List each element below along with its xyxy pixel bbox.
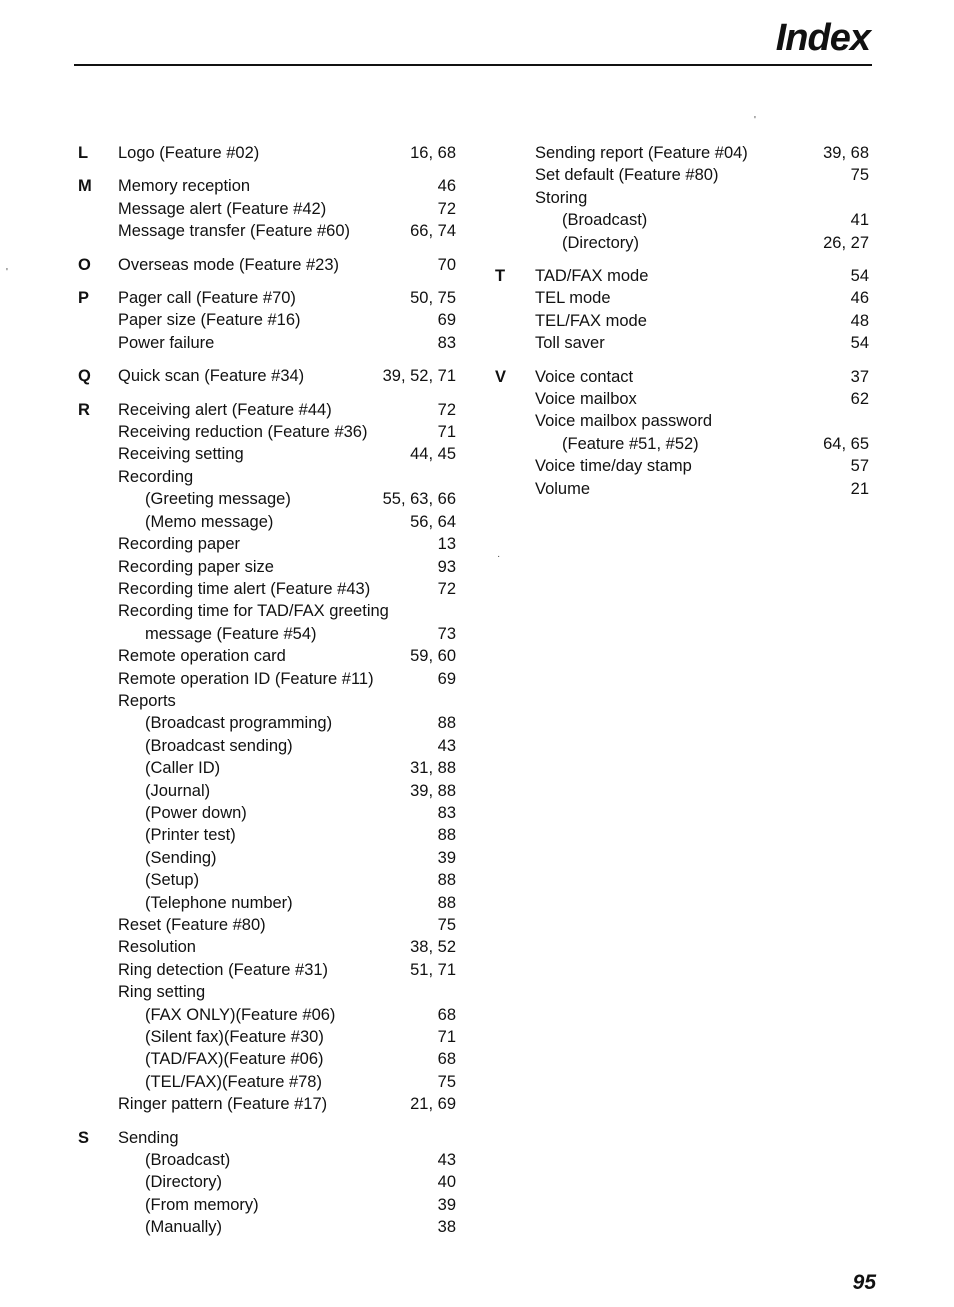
entry-pages: 75 xyxy=(437,916,456,934)
entry-pages: 46 xyxy=(437,177,456,196)
entry-pages: 88 xyxy=(437,826,456,845)
entry-term: (Greeting message) xyxy=(145,490,291,509)
entry-pages: 69 xyxy=(437,669,456,688)
index-entry xyxy=(118,365,456,387)
entry-term: (Memo message) xyxy=(145,512,274,531)
index-entry xyxy=(535,455,869,477)
entry-pages: 72 xyxy=(437,579,456,598)
section-letter xyxy=(495,142,535,254)
section-letter: M xyxy=(78,177,92,196)
index-entry xyxy=(118,1194,456,1216)
entry-list xyxy=(118,365,456,387)
entry-term: Toll saver xyxy=(535,334,605,353)
entry-term: Voice mailbox password xyxy=(535,412,713,431)
index-entry xyxy=(118,1048,456,1070)
index-entry xyxy=(118,1004,456,1026)
scan-speck: ' xyxy=(754,115,756,126)
index-entry xyxy=(118,600,456,622)
entry-pages: 38, 52 xyxy=(410,938,456,957)
index-section xyxy=(78,254,456,276)
entry-pages: 88 xyxy=(437,871,456,890)
index-entry xyxy=(118,466,456,488)
index-column-right xyxy=(495,142,869,511)
entry-term: Message alert (Feature #42) xyxy=(118,199,327,218)
entry-term: message (Feature #54) xyxy=(145,624,317,643)
entry-list xyxy=(118,142,456,164)
index-entry xyxy=(118,1093,456,1115)
entry-term: (Broadcast) xyxy=(145,1151,231,1170)
entry-list xyxy=(118,287,456,354)
entry-term: Receiving reduction (Feature #36) xyxy=(118,423,368,442)
section-letter: P xyxy=(78,289,90,308)
index-column-left xyxy=(78,142,456,1250)
entry-pages: 88 xyxy=(437,714,456,733)
entry-pages: 38 xyxy=(437,1218,456,1237)
entry-pages: 75 xyxy=(437,1072,456,1091)
entry-pages: 46 xyxy=(850,289,869,308)
entry-pages: 56, 64 xyxy=(410,512,456,531)
index-entry xyxy=(118,1149,456,1171)
entry-pages: 59, 60 xyxy=(410,647,456,666)
index-section xyxy=(78,365,456,387)
index-entry xyxy=(118,847,456,869)
index-entry xyxy=(118,220,456,242)
entry-pages: 39, 88 xyxy=(410,781,456,800)
index-entry xyxy=(535,265,869,287)
index-entry xyxy=(118,780,456,802)
index-section xyxy=(78,142,456,164)
index-entry xyxy=(535,187,869,209)
entry-term: Sending report (Feature #04) xyxy=(535,144,748,162)
index-section xyxy=(495,142,869,254)
index-entry xyxy=(118,824,456,846)
entry-pages: 31, 88 xyxy=(410,759,456,778)
index-entry xyxy=(118,578,456,600)
index-entry xyxy=(118,332,456,354)
entry-pages: 48 xyxy=(850,311,869,330)
index-entry xyxy=(535,164,869,186)
entry-term: Resolution xyxy=(118,938,196,957)
entry-pages: 69 xyxy=(437,311,456,330)
entry-pages: 37 xyxy=(850,367,869,386)
entry-term: (Broadcast) xyxy=(562,211,648,230)
entry-term: (Directory) xyxy=(562,233,639,252)
index-entry xyxy=(118,690,456,712)
index-entry xyxy=(118,757,456,779)
index-entry xyxy=(118,645,456,667)
index-section xyxy=(495,265,869,355)
entry-list xyxy=(535,265,869,355)
entry-pages: 21 xyxy=(850,479,869,498)
entry-pages: 62 xyxy=(850,390,869,409)
index-entry xyxy=(535,478,869,500)
entry-term: Overseas mode (Feature #23) xyxy=(118,255,340,274)
entry-term: (Journal) xyxy=(145,781,211,800)
index-section xyxy=(78,287,456,354)
entry-pages: 21, 69 xyxy=(410,1095,456,1114)
index-section xyxy=(78,399,456,1116)
entry-term: Volume xyxy=(535,479,591,498)
entry-list xyxy=(535,366,869,500)
entry-pages: 71 xyxy=(437,423,456,442)
entry-term: Ring setting xyxy=(118,983,206,1002)
entry-term: (Manually) xyxy=(145,1218,223,1237)
entry-term: Receiving alert (Feature #44) xyxy=(118,400,332,419)
entry-pages: 39, 68 xyxy=(823,144,869,162)
entry-pages: 43 xyxy=(437,1151,456,1170)
entry-term: Paper size (Feature #16) xyxy=(118,311,301,330)
entry-pages: 41 xyxy=(850,211,869,230)
entry-term: Quick scan (Feature #34) xyxy=(118,367,305,386)
entry-term: Voice time/day stamp xyxy=(535,457,692,476)
index-entry xyxy=(118,556,456,578)
entry-pages: 16, 68 xyxy=(410,144,456,162)
entry-pages: 39, 52, 71 xyxy=(382,367,456,386)
entry-pages: 72 xyxy=(437,400,456,419)
entry-term: Pager call (Feature #70) xyxy=(118,289,296,308)
entry-pages: 70 xyxy=(437,255,456,274)
entry-pages: 44, 45 xyxy=(410,445,456,464)
index-entry xyxy=(118,1171,456,1193)
entry-pages: 88 xyxy=(437,893,456,912)
entry-pages: 39 xyxy=(437,848,456,867)
entry-pages: 68 xyxy=(437,1005,456,1024)
entry-term: Logo (Feature #02) xyxy=(118,144,260,162)
entry-pages: 51, 71 xyxy=(410,960,456,979)
entry-pages: 64, 65 xyxy=(823,434,869,453)
index-entry xyxy=(535,332,869,354)
index-entry xyxy=(118,142,456,164)
entry-pages: 83 xyxy=(437,333,456,352)
index-entry xyxy=(118,936,456,958)
index-section xyxy=(78,1127,456,1239)
index-entry xyxy=(118,533,456,555)
entry-term: (Broadcast sending) xyxy=(145,736,293,755)
section-letter: T xyxy=(495,267,506,286)
entry-term: Set default (Feature #80) xyxy=(535,166,719,185)
entry-term: (From memory) xyxy=(145,1195,259,1214)
entry-term: Recording paper xyxy=(118,535,240,554)
index-entry xyxy=(118,421,456,443)
section-letter: R xyxy=(78,400,90,419)
entry-term: Ringer pattern (Feature #17) xyxy=(118,1095,328,1114)
entry-pages: 43 xyxy=(437,736,456,755)
entry-term: (FAX ONLY)(Feature #06) xyxy=(145,1005,336,1024)
index-entry xyxy=(118,175,456,197)
index-entry xyxy=(118,869,456,891)
entry-term: TAD/FAX mode xyxy=(535,267,649,286)
scan-speck: · xyxy=(497,551,501,562)
index-entry xyxy=(118,399,456,421)
page-header xyxy=(74,16,872,66)
entry-term: (Power down) xyxy=(145,803,247,822)
entry-term: (Caller ID) xyxy=(145,759,221,778)
entry-term: (Directory) xyxy=(145,1173,222,1192)
index-entry xyxy=(118,892,456,914)
entry-term: Ring detection (Feature #31) xyxy=(118,960,329,979)
entry-term: Recording time alert (Feature #43) xyxy=(118,579,371,598)
entry-pages: 72 xyxy=(437,199,456,218)
index-entry xyxy=(118,802,456,824)
entry-pages: 57 xyxy=(850,457,869,476)
entry-term: Message transfer (Feature #60) xyxy=(118,222,351,241)
entry-term: Voice contact xyxy=(535,367,634,386)
section-letter: V xyxy=(495,367,507,386)
entry-term: Remote operation ID (Feature #11) xyxy=(118,669,374,688)
entry-term: Sending xyxy=(118,1128,179,1147)
entry-term: TEL mode xyxy=(535,289,611,308)
index-entry xyxy=(118,1071,456,1093)
entry-term: Reset (Feature #80) xyxy=(118,916,266,934)
index-entry xyxy=(118,981,456,1003)
entry-pages: 66, 74 xyxy=(410,222,456,241)
entry-pages: 93 xyxy=(437,557,456,576)
index-section xyxy=(495,366,869,500)
entry-pages: 54 xyxy=(850,334,869,353)
index-entry xyxy=(535,232,869,254)
index-entry xyxy=(118,735,456,757)
entry-pages: 75 xyxy=(850,166,869,185)
entry-pages: 26, 27 xyxy=(823,233,869,252)
section-letter: O xyxy=(78,255,91,274)
page-number: 95 xyxy=(852,1271,876,1294)
section-letter: S xyxy=(78,1128,90,1147)
entry-term: (TAD/FAX)(Feature #06) xyxy=(145,1050,324,1069)
entry-list xyxy=(118,175,456,242)
index-entry xyxy=(118,668,456,690)
index-entry xyxy=(535,366,869,388)
entry-list xyxy=(118,1127,456,1239)
index-entry xyxy=(118,309,456,331)
entry-term: (Printer test) xyxy=(145,826,236,845)
entry-pages: 73 xyxy=(437,624,456,643)
index-entry xyxy=(118,488,456,510)
entry-list xyxy=(535,142,869,254)
entry-term: Recording time for TAD/FAX greeting xyxy=(118,602,389,621)
section-letter: Q xyxy=(78,367,91,386)
index-entry xyxy=(118,623,456,645)
index-entry xyxy=(118,511,456,533)
index-entry xyxy=(535,287,869,309)
entry-pages: 54 xyxy=(850,267,869,286)
index-entry xyxy=(535,310,869,332)
section-letter: L xyxy=(78,144,89,162)
entry-pages: 50, 75 xyxy=(410,289,456,308)
index-section xyxy=(78,175,456,242)
page-title: Index xyxy=(775,17,870,59)
entry-term: Recording paper size xyxy=(118,557,274,576)
index-entry xyxy=(118,1216,456,1238)
entry-term: Memory reception xyxy=(118,177,251,196)
entry-term: (Broadcast programming) xyxy=(145,714,333,733)
index-entry xyxy=(118,1127,456,1149)
index-entry xyxy=(118,1026,456,1048)
entry-term: (Feature #51, #52) xyxy=(562,434,699,453)
entry-term: (Telephone number) xyxy=(145,893,293,912)
entry-list xyxy=(118,254,456,276)
entry-term: Storing xyxy=(535,188,588,207)
entry-term: Voice mailbox xyxy=(535,390,637,409)
entry-pages: 83 xyxy=(437,803,456,822)
entry-term: (Setup) xyxy=(145,871,200,890)
index-entry xyxy=(118,959,456,981)
index-entry xyxy=(535,142,869,164)
index-entry xyxy=(118,443,456,465)
index-entry xyxy=(535,388,869,410)
entry-term: Reports xyxy=(118,691,176,710)
entry-term: Power failure xyxy=(118,333,215,352)
index-entry xyxy=(535,410,869,432)
entry-term: (TEL/FAX)(Feature #78) xyxy=(145,1072,322,1091)
entry-pages: 39 xyxy=(437,1195,456,1214)
entry-pages: 13 xyxy=(437,535,456,554)
index-entry xyxy=(118,287,456,309)
entry-term: Remote operation card xyxy=(118,647,286,666)
index-entry xyxy=(118,712,456,734)
index-entry xyxy=(535,433,869,455)
index-entry xyxy=(118,254,456,276)
entry-term: Receiving setting xyxy=(118,445,244,464)
entry-term: TEL/FAX mode xyxy=(535,311,647,330)
entry-pages: 71 xyxy=(437,1028,456,1047)
entry-pages: 55, 63, 66 xyxy=(382,490,456,509)
entry-pages: 40 xyxy=(437,1173,456,1192)
entry-pages: 68 xyxy=(437,1050,456,1069)
entry-list xyxy=(118,399,456,1116)
entry-term: (Sending) xyxy=(145,848,217,867)
scan-speck: ' xyxy=(6,267,8,278)
entry-term: Recording xyxy=(118,467,194,486)
index-entry xyxy=(118,198,456,220)
entry-term: (Silent fax)(Feature #30) xyxy=(145,1028,324,1047)
index-entry xyxy=(118,914,456,936)
index-entry xyxy=(535,209,869,231)
